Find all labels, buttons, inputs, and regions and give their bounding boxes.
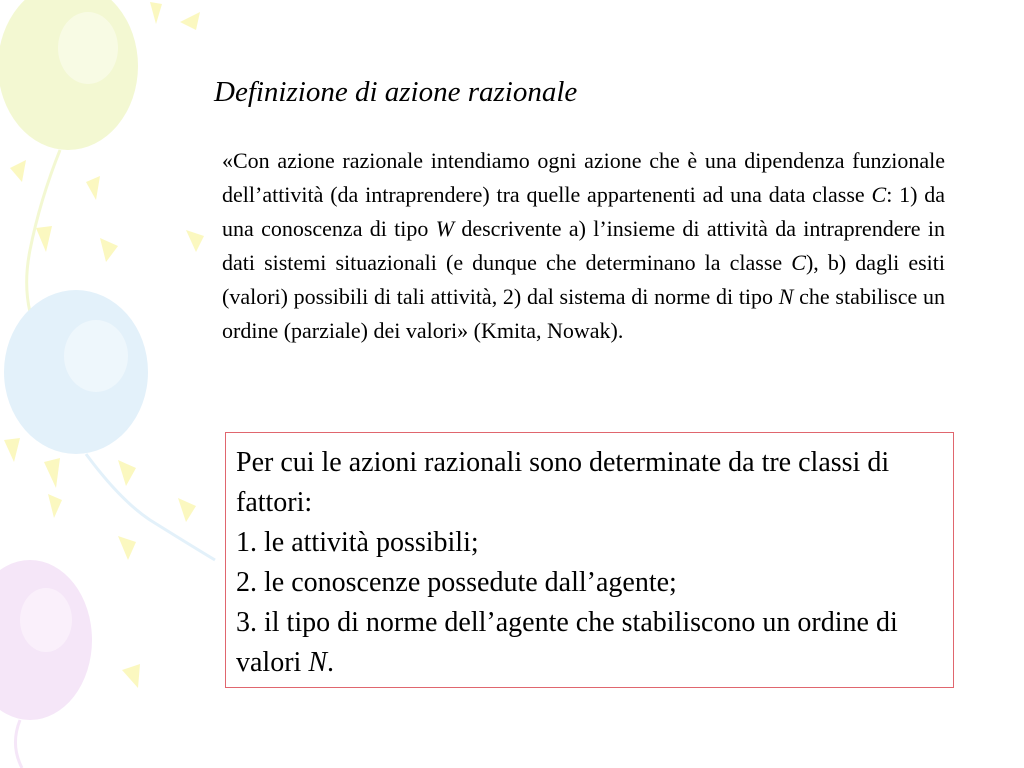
summary-item-1: 1. le attività possibili; xyxy=(236,527,479,558)
variable-n: N xyxy=(308,647,327,678)
summary-box xyxy=(225,432,954,688)
blue-balloon xyxy=(4,290,215,560)
slide-title: Definizione di azione razionale xyxy=(214,76,578,108)
quote-paragraph xyxy=(222,144,945,348)
purple-balloon xyxy=(0,560,92,768)
quote-text: che stabilisce un ordine (parziale) dei valori» (Kmita, Nowak). xyxy=(222,284,945,343)
variable-c: C xyxy=(791,250,806,275)
summary-item-3-end: . xyxy=(327,647,334,678)
definition-quote xyxy=(222,144,945,348)
quote-text: : 1) da una conoscenza di tipo xyxy=(222,182,945,241)
quote-text: ), b) dagli esiti (valori) possibili di tali attività, 2) dal sistema di norme di tipo xyxy=(222,250,945,309)
summary-item-3 xyxy=(236,603,943,683)
variable-w: W xyxy=(435,216,455,241)
quote-text: «Con azione razionale intendiamo ogni azione che è una dipendenza funzionale dell’attività (da intraprendere) tra quelle appartenenti ad una data classe xyxy=(222,148,945,207)
variable-c: C xyxy=(871,182,887,207)
variable-n: N xyxy=(778,284,794,309)
summary-intro: Per cui le azioni razionali sono determinate da tre classi di fattori: xyxy=(236,447,890,518)
quote-text: descrivente a) l’insieme di attività da intraprendere in dati sistemi situazionali (e dunque che determinano la classe xyxy=(222,216,945,275)
summary-item-2: 2. le conoscenze possedute dall’agente; xyxy=(236,567,677,598)
balloon-decoration xyxy=(0,0,260,768)
summary-item-3-text: 3. il tipo di norme dell’agente che stabiliscono un ordine di valori xyxy=(236,607,898,678)
